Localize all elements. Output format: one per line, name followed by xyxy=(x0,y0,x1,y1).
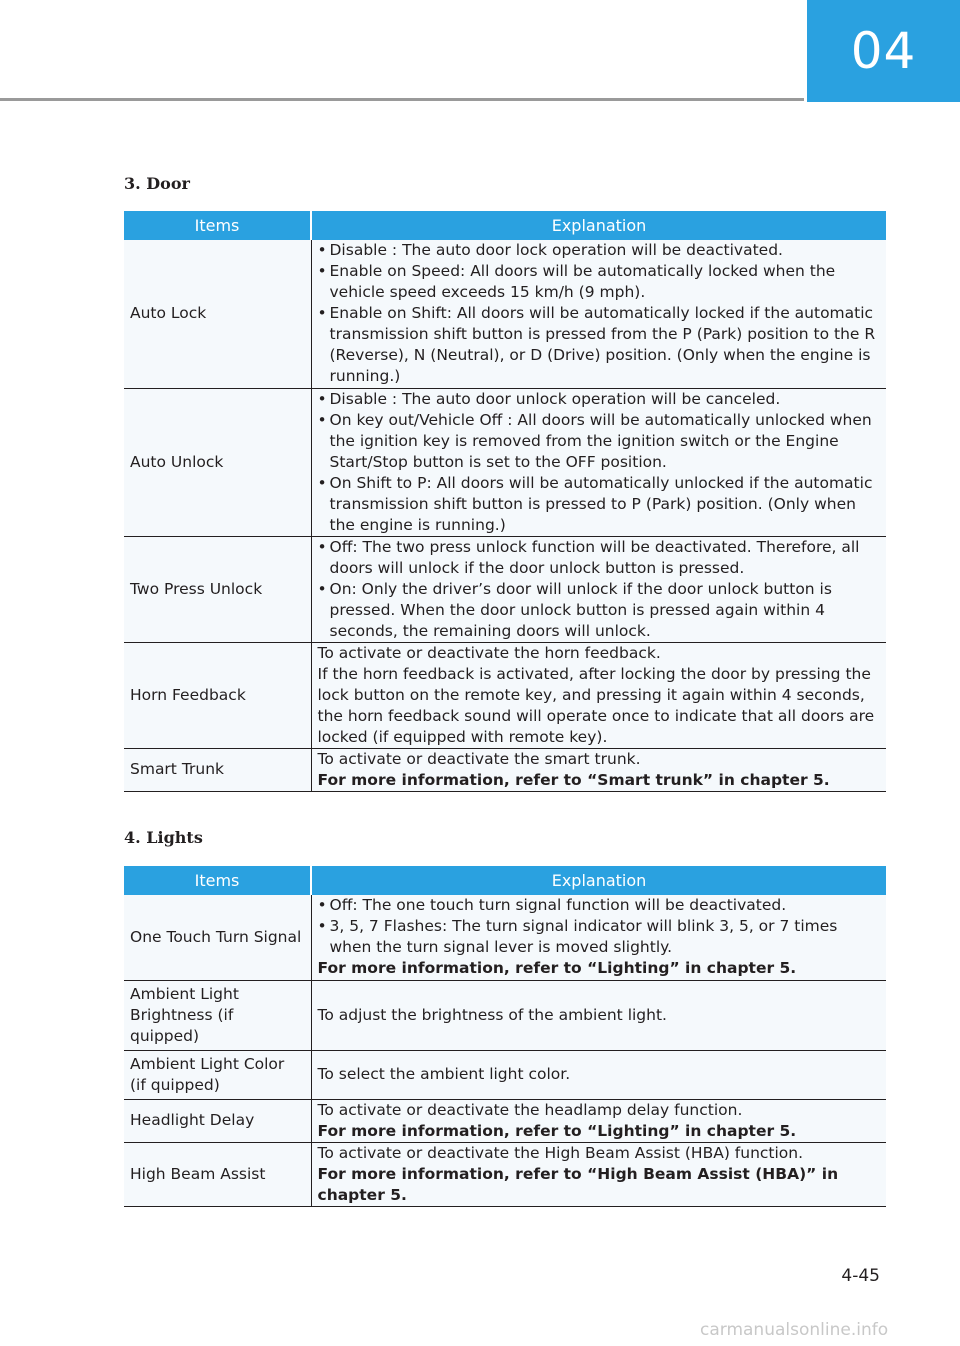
bullet-item: • Enable on Speed: All doors will be automatically locked when the vehicle speed exceeds 15 km/h (9 mph). xyxy=(318,261,881,303)
door-settings-table xyxy=(124,211,886,792)
explanation-cell xyxy=(311,240,886,388)
explanation-line: To activate or deactivate the High Beam Assist (HBA) function. xyxy=(317,1143,804,1162)
explanation-cell xyxy=(311,388,886,536)
table-row xyxy=(124,240,886,388)
section-title-lights: 4. Lights xyxy=(124,828,203,847)
column-header-explanation: Explanation xyxy=(311,211,886,240)
explanation-line: To adjust the brightness of the ambient light. xyxy=(317,1005,667,1024)
bullet-item: • Enable on Shift: All doors will be automatically locked if the automatic transmission shift button is pressed from the P (Park) position to the R (Reverse), N (Neutral), or D (Drive) position. (Only when the engine is running.) xyxy=(318,303,881,387)
bullet-item: • On Shift to P: All doors will be automatically unlocked if the automatic transmission shift button is pressed to P (Park) position. (Only when the engine is running.) xyxy=(318,473,881,536)
explanation-line: To select the ambient light color. xyxy=(317,1065,571,1083)
table-header-row xyxy=(124,866,886,895)
bullet-item: • Off: The one touch turn signal function will be deactivated. xyxy=(318,895,881,916)
bullet-item: • Off: The two press unlock function will be deactivated. Therefore, all doors will unlock if the door unlock button is pressed. xyxy=(318,537,881,579)
bullet-item: • On key out/Vehicle Off : All doors will be automatically unlocked when the ignition key is removed from the ignition switch or the Engine Start/Stop button is set to the OFF position. xyxy=(318,410,881,473)
explanation-line: If the horn feedback is activated, after locking the door by pressing the lock button on the remote key, and pressing it again within 4 seconds, the horn feedback sound will operate once to indicate that all doors are locked (if equipped with remote key). xyxy=(317,664,875,746)
table-row xyxy=(124,388,886,536)
table-row xyxy=(124,748,886,791)
explanation-line: To activate or deactivate the horn feedback. xyxy=(317,643,661,662)
explanation-line: To activate or deactivate the headlamp delay function. xyxy=(317,1100,743,1119)
explanation-cell xyxy=(311,748,886,791)
chapter-reference: For more information, refer to “Lighting” in chapter 5. xyxy=(317,959,797,978)
item-cell: Ambient Light Brightness (if quipped) xyxy=(124,980,311,1050)
column-header-items: Items xyxy=(124,866,311,895)
column-header-items: Items xyxy=(124,211,311,240)
header-rule xyxy=(0,98,804,101)
bullet-item: • Disable : The auto door lock operation will be deactivated. xyxy=(318,240,881,261)
explanation-cell xyxy=(311,1050,886,1099)
table-row xyxy=(124,980,886,1050)
watermark: carmanualsonline.info xyxy=(700,1320,889,1340)
item-cell: One Touch Turn Signal xyxy=(124,895,311,980)
item-cell: Horn Feedback xyxy=(124,642,311,748)
explanation-cell xyxy=(311,536,886,642)
lights-settings-table xyxy=(124,866,886,1207)
table-row xyxy=(124,895,886,980)
bullet-item: • On: Only the driver’s door will unlock if the door unlock button is pressed. When the door unlock button is pressed again within 4 seconds, the remaining doors will unlock. xyxy=(318,579,881,642)
section-title-door: 3. Door xyxy=(124,174,190,193)
item-cell: Auto Lock xyxy=(124,240,311,388)
table-row xyxy=(124,536,886,642)
bullet-item: • Disable : The auto door unlock operation will be canceled. xyxy=(318,389,881,410)
page-number: 4-45 xyxy=(841,1266,880,1286)
explanation-cell xyxy=(311,895,886,980)
table-row xyxy=(124,1050,886,1099)
explanation-cell xyxy=(311,1142,886,1206)
explanation-line: To activate or deactivate the smart trunk. xyxy=(317,749,641,768)
explanation-cell xyxy=(311,1099,886,1142)
column-header-explanation: Explanation xyxy=(311,866,886,895)
item-cell: Headlight Delay xyxy=(124,1099,311,1142)
explanation-cell xyxy=(311,642,886,748)
table-row xyxy=(124,1142,886,1206)
explanation-cell xyxy=(311,980,886,1050)
bullet-item: • 3, 5, 7 Flashes: The turn signal indicator will blink 3, 5, or 7 times when the turn signal lever is moved slightly. xyxy=(318,916,881,958)
item-cell: High Beam Assist xyxy=(124,1142,311,1206)
chapter-reference: For more information, refer to “Smart trunk” in chapter 5. xyxy=(317,770,830,789)
table-row xyxy=(124,1099,886,1142)
table-row xyxy=(124,642,886,748)
table-header-row xyxy=(124,211,886,240)
item-cell: Two Press Unlock xyxy=(124,536,311,642)
item-cell: Auto Unlock xyxy=(124,388,311,536)
chapter-reference: For more information, refer to “High Beam Assist (HBA)” in chapter 5. xyxy=(317,1164,839,1204)
item-cell: Smart Trunk xyxy=(124,748,311,791)
chapter-tab: 04 xyxy=(807,0,960,102)
chapter-reference: For more information, refer to “Lighting” in chapter 5. xyxy=(317,1121,797,1140)
item-cell: Ambient Light Color (if quipped) xyxy=(124,1050,311,1099)
